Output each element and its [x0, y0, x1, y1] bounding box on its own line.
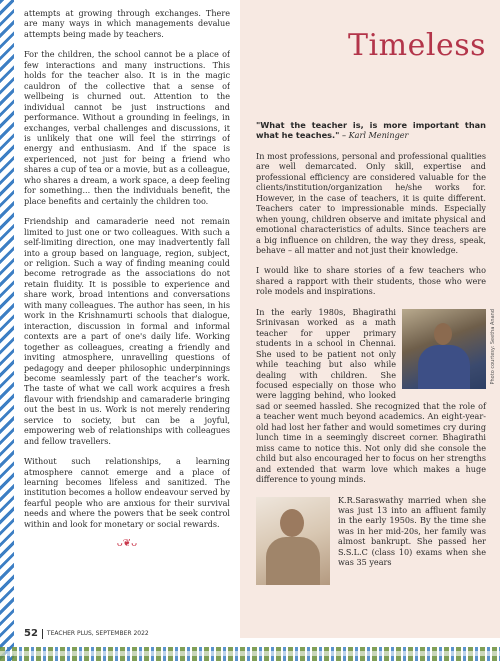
photo-saraswathy-wrapper — [256, 497, 330, 585]
photo-bhagirathi-wrapper — [402, 308, 496, 389]
left-paragraph-3: Friendship and camaraderie need not remain limited to just one or two colleagues. With such a self-limiting direction, one may inadvertently fall into a group based on language, region, subject, or religion. Such a way of finding meaning could become retrograde as the associations do not retain fluidity. It is possible to experience and share work, broad intentions and conversations with many colleagues. The author has seen, in his work in the Krishnamurti schools that dialogue, interaction, discussion in formal and informal contexts are a part of one's daily life. Working together as colleagues, creating a friendly and inviting atmosphere, unravelling questions of pedagogy and deeper philosophic underpinnings become seamlessly part of the teacher's work. The taste of what we call work acquires a fresh flavour with friendship and camaraderie bringing out the best in us. Work is not merely rendering service to society, but can be a joyful, empowering web of relationships with colleagues and fellow travellers. — [24, 216, 230, 446]
photo-saraswathy — [256, 497, 330, 585]
left-paragraph-4: Without such relationships, a learning atmosphere cannot emerge and a place of learning becomes lifeless and sanitized. The institution becomes a hollow endeavour served by fearful people who are anxious for their survival needs and where the powers that be seek control within and look for monetary or social rewards. — [24, 456, 230, 529]
page-number: 52 — [24, 628, 38, 639]
section-end-ornament-icon: ᴗ❦ᴗ — [116, 538, 138, 550]
epigraph — [256, 120, 486, 141]
left-paragraph-1: attempts at growing through exchanges. There are many ways in which managements devalue attempts being made by teachers. — [24, 8, 230, 39]
epigraph-quote: "What the teacher is, is more important than what he teaches." — [256, 120, 486, 141]
left-column — [24, 8, 230, 628]
right-paragraph-4: K.R.Saraswathy married when she was just 13 into an affluent family in the early 1950s. By the time she was in her mid-20s, her family was almost bankrupt. She passed her S.S.L.C (class 10) exams when she was 35 years — [338, 494, 486, 568]
right-paragraph-2: I would like to share stories of a few teachers who shared a rapport with their students, those who were role models and inspirations. — [256, 265, 486, 297]
right-paragraph-1: In most professions, personal and professional qualities are well demarcated. Only skill, expertise and professional efficiency are considered valuable for the clients/institution/organization he/she works for. However, in the case of teachers, it is quite different. Teachers cater to impressionable minds. Especially when young, children observe and imitate physical and emotional characteristics of adults. Since teachers are a big influence on children, the way they dress, speak, behave – all matter and not just their knowledge. — [256, 150, 486, 255]
decorative-border-bottom — [0, 647, 500, 661]
footer-divider — [42, 629, 43, 639]
right-column — [240, 0, 500, 638]
right-paragraph-3: In the early 1980s, Bhagirathi Srinivasan worked as a math teacher for upper primary students in a school in Chennai. She used to be patient not only while teaching but also while dealing with children. She focused especially on those who were lagging behind, who looked sad or seemed hassled. She recognized that the role of a teacher went much beyond academics. An eight-year-old had lost her father and would sometimes cry during lunch time in a seemingly discreet corner. Bhagirathi miss came to notice this. Not only did she console the child but also encouraged her to focus on her strengths and extended that warm love which makes a huge difference to young minds. — [256, 306, 486, 485]
page-footer — [24, 628, 149, 639]
page-title: Timeless — [348, 28, 486, 63]
photo-credit: Photo courtesy: Seetha Anand — [489, 308, 496, 385]
left-paragraph-2: For the children, the school cannot be a place of few interactions and many instructions. This holds for the teacher also. It is in the magic cauldron of the collective that a sense of wellbeing is churned out. Attention to the individual cannot be just instructions and performance. Without a grounding in feelings, in exchanges, verbal challenges and discussions, it is unlikely that one will feel the stirrings of energy and enthusiasm. And if the space is experienced, not just for being a friend who shares a cup of tea or a movie, but as a colleague, who shares a dream, a work space, a deep feeling for something... then the individuals benefit, the place benefits and certainly the children too. — [24, 49, 230, 206]
right-column-text — [256, 120, 496, 589]
photo-bhagirathi — [402, 309, 486, 389]
epigraph-author: – Karl Meninger — [341, 130, 409, 141]
zigzag-border-left — [0, 0, 14, 661]
publication-name: TEACHER PLUS, SEPTEMBER 2022 — [46, 630, 149, 637]
